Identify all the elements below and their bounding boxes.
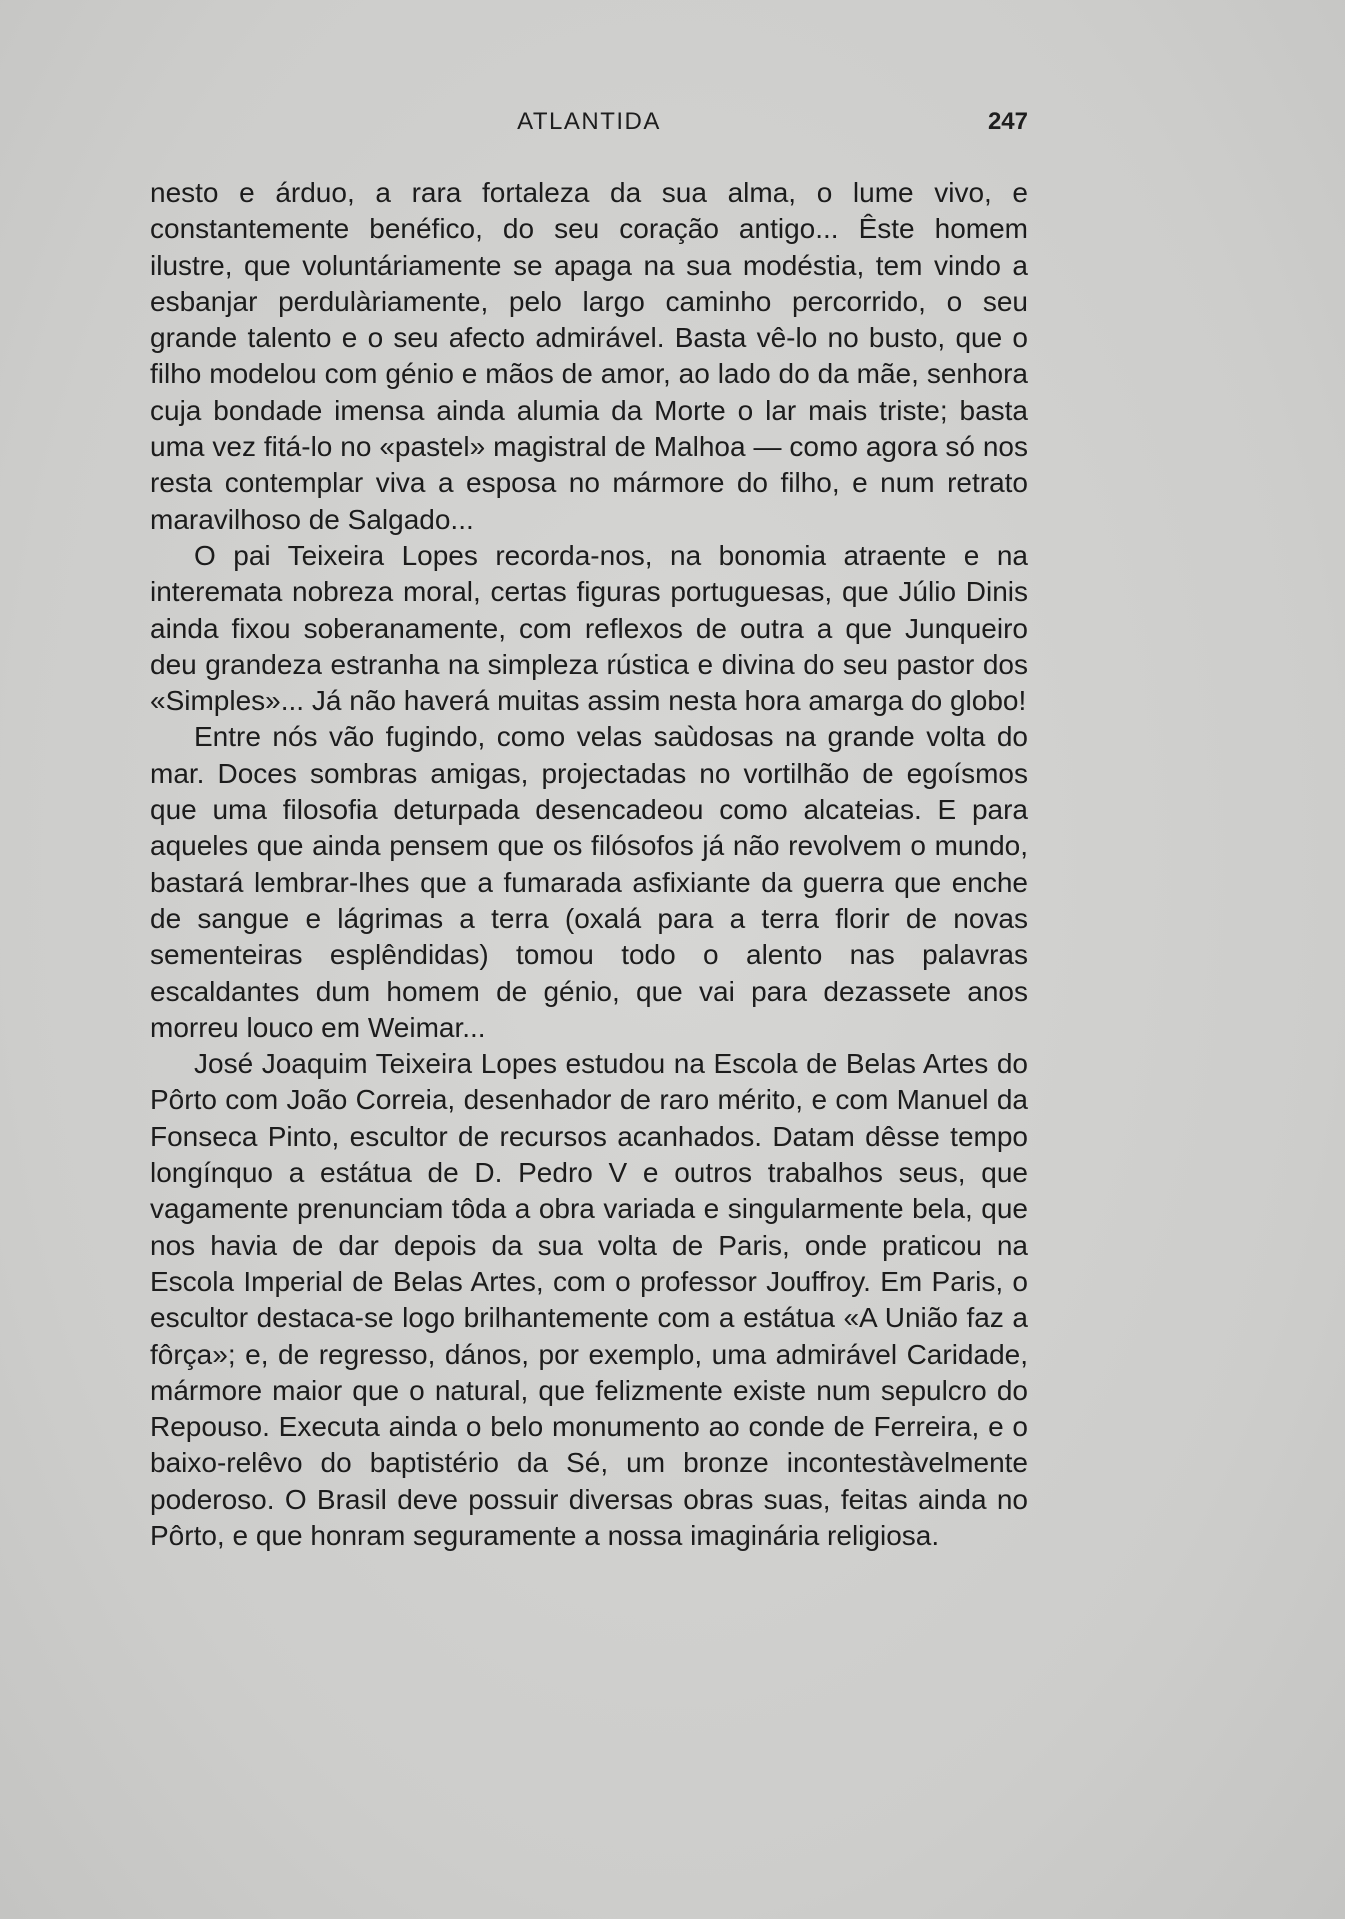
page-header [150,108,1028,140]
paragraph: Entre nós vão fugindo, como velas saùdosas na grande volta do mar. Doces sombras amigas, projectadas no vortilhão de egoísmos que uma filosofia deturpada desencadeou como alcateias. E para aqueles que ainda pensem que os filósofos já não revolvem o mundo, bastará lembrar-lhes que a fumarada asfixiante da guerra que enche de sangue e lágrimas a terra (oxalá para a terra florir de novas sementeiras esplêndidas) tomou todo o alento nas palavras escaldantes dum homem de génio, que vai para dezassete anos morreu louco em Weimar... [150,721,1028,1043]
page-number: 247 [987,108,1028,135]
paragraph: O pai Teixeira Lopes recorda-nos, na bonomia atraente e na interemata nobreza moral, certas figuras portuguesas, que Júlio Dinis ainda fixou soberanamente, com reflexos de outra a que Junqueiro deu grandeza estranha na simpleza rústica e divina do seu pastor dos «Simples»... Já não haverá muitas assim nesta hora amarga do globo! [150,539,1028,717]
body-text [150,175,1028,1554]
paragraph: José Joaquim Teixeira Lopes estudou na Escola de Belas Artes do Pôrto com João Correia, desenhador de raro mérito, e com Manuel da Fonseca Pinto, escultor de recursos acanhados. Datam dêsse tempo longínquo a estátua de D. Pedro V e outros trabalhos seus, que vagamente prenunciam tôda a obra variada e singularmente bela, que nos havia de dar depois da sua volta de Paris, onde praticou na Escola Imperial de Belas Artes, com o professor Jouffroy. Em Paris, o escultor destaca-se logo brilhantemente com a estátua «A União faz a fôrça»; e, de regresso, dános, por exemplo, uma admirável Caridade, mármore maior que o natural, que felizmente existe num sepulcro do Repouso. Executa ainda o belo monumento ao conde de Ferreira, e o baixo-relêvo do baptistério da Sé, um bronze incontestàvelmente poderoso. O Brasil deve possuir diversas obras suas, feitas ainda no Pôrto, e que honram seguramente a nossa imaginária religiosa. [150,1048,1028,1551]
running-title: ATLANTIDA [517,108,661,135]
paragraph-continued: nesto e árduo, a rara fortaleza da sua alma, o lume vivo, e constantemente benéfico, do seu coração antigo... Êste homem ilustre, que voluntáriamente se apaga na sua modéstia, tem vindo a esbanjar perdulàriamente, pelo largo caminho percorrido, o seu grande talento e o seu afecto admirável. Basta vê-lo no busto, que o filho modelou com génio e mãos de amor, ao lado do da mãe, senhora cuja bondade imensa ainda alumia da Morte o lar mais triste; basta uma vez fitá-lo no «pastel» magistral de Malhoa — como agora só nos resta contemplar viva a esposa no mármore do filho, e num retrato maravilhoso de Salgado... [150,177,1028,535]
